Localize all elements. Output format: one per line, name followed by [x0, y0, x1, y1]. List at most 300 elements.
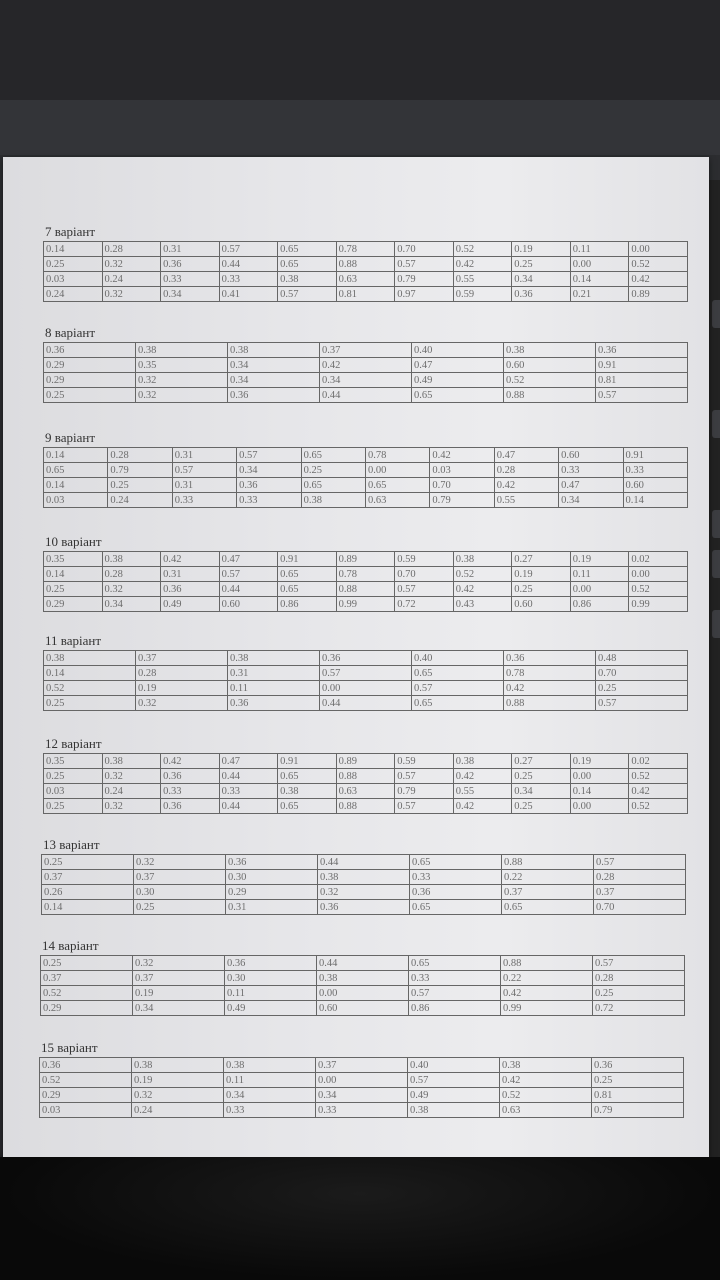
table-cell: 0.19: [132, 1073, 224, 1088]
table-cell: 0.27: [512, 552, 571, 567]
table-cell: 0.37: [41, 971, 133, 986]
table-cell: 0.37: [316, 1058, 408, 1073]
table-row: [44, 799, 688, 814]
table-row: [41, 971, 685, 986]
table-cell: 0.42: [161, 754, 220, 769]
table-cell: 0.38: [228, 651, 320, 666]
table-cell: 0.52: [40, 1073, 132, 1088]
table-cell: 0.37: [320, 343, 412, 358]
table-cell: 0.38: [278, 272, 337, 287]
table-cell: 0.57: [278, 287, 337, 302]
table-cell: 0.49: [412, 373, 504, 388]
variant-14: [40, 938, 685, 1016]
table-cell: 0.32: [133, 956, 225, 971]
table-cell: 0.57: [219, 242, 278, 257]
table-row: [40, 1058, 684, 1073]
table-cell: 0.29: [44, 358, 136, 373]
table-cell: 0.31: [172, 448, 236, 463]
table-cell: 0.00: [317, 986, 409, 1001]
table-cell: 0.57: [412, 681, 504, 696]
table-cell: 0.99: [629, 597, 688, 612]
table-cell: 0.24: [108, 493, 172, 508]
table-cell: 0.70: [596, 666, 688, 681]
table-cell: 0.29: [40, 1088, 132, 1103]
table-cell: 0.38: [102, 754, 161, 769]
table-cell: 0.42: [453, 799, 512, 814]
table-cell: 0.38: [132, 1058, 224, 1073]
table-cell: 0.25: [134, 900, 226, 915]
table-cell: 0.60: [317, 1001, 409, 1016]
table-cell: 0.57: [596, 696, 688, 711]
table-cell: 0.36: [596, 343, 688, 358]
table-row: [44, 343, 688, 358]
table-cell: 0.57: [594, 855, 686, 870]
table-cell: 0.63: [336, 784, 395, 799]
table-cell: 0.88: [336, 769, 395, 784]
table-cell: 0.25: [44, 582, 103, 597]
table-cell: 0.36: [161, 582, 220, 597]
table-cell: 0.25: [44, 388, 136, 403]
table-cell: 0.36: [320, 651, 412, 666]
table-cell: 0.99: [336, 597, 395, 612]
table-cell: 0.38: [453, 552, 512, 567]
table-row: [42, 885, 686, 900]
table-row: [44, 651, 688, 666]
table-cell: 0.29: [44, 373, 136, 388]
table-cell: 0.52: [41, 986, 133, 1001]
table-cell: 0.36: [410, 885, 502, 900]
table-cell: 0.32: [102, 799, 161, 814]
table-cell: 0.47: [219, 552, 278, 567]
table-cell: 0.78: [504, 666, 596, 681]
table-cell: 0.00: [316, 1073, 408, 1088]
table-cell: 0.65: [278, 242, 337, 257]
table-cell: 0.14: [44, 242, 103, 257]
table-cell: 0.25: [42, 855, 134, 870]
table-row: [44, 373, 688, 388]
table-cell: 0.28: [494, 463, 558, 478]
table-cell: 0.32: [102, 287, 161, 302]
table-cell: 0.44: [320, 388, 412, 403]
table-cell: 0.79: [395, 784, 454, 799]
table-cell: 0.41: [219, 287, 278, 302]
table-cell: 0.38: [102, 552, 161, 567]
table-cell: 0.14: [623, 493, 687, 508]
table-cell: 0.28: [108, 448, 172, 463]
table-cell: 0.35: [44, 754, 103, 769]
table-cell: 0.47: [494, 448, 558, 463]
table-cell: 0.19: [133, 986, 225, 1001]
table-cell: 0.65: [502, 900, 594, 915]
table-cell: 0.91: [623, 448, 687, 463]
table-row: [44, 448, 688, 463]
table-cell: 0.89: [336, 552, 395, 567]
variant-title: 7 варіант: [45, 224, 96, 239]
table-cell: 0.00: [365, 463, 429, 478]
table-cell: 0.36: [225, 956, 317, 971]
table-cell: 0.63: [365, 493, 429, 508]
table-cell: 0.34: [512, 784, 571, 799]
table-cell: 0.49: [161, 597, 220, 612]
table-cell: 0.36: [228, 696, 320, 711]
table-cell: 0.78: [365, 448, 429, 463]
table-cell: 0.47: [219, 754, 278, 769]
table-cell: 0.79: [592, 1103, 684, 1118]
table-cell: 0.00: [570, 799, 629, 814]
table-cell: 0.52: [504, 373, 596, 388]
table-cell: 0.36: [40, 1058, 132, 1073]
table-cell: 0.11: [228, 681, 320, 696]
table-cell: 0.34: [224, 1088, 316, 1103]
variant-12: [43, 736, 688, 814]
table-cell: 0.49: [225, 1001, 317, 1016]
table-cell: 0.22: [502, 870, 594, 885]
table-row: [44, 272, 688, 287]
table-cell: 0.38: [408, 1103, 500, 1118]
table-cell: 0.44: [219, 257, 278, 272]
variant-title: 9 варіант: [45, 430, 96, 445]
table-row: [40, 1088, 684, 1103]
table-cell: 0.52: [500, 1088, 592, 1103]
table-cell: 0.36: [161, 257, 220, 272]
table-row: [44, 754, 688, 769]
background-top: [0, 0, 720, 155]
table-cell: 0.34: [559, 493, 623, 508]
table-cell: 0.65: [410, 900, 502, 915]
table-cell: 0.60: [504, 358, 596, 373]
table-cell: 0.40: [408, 1058, 500, 1073]
table-cell: 0.00: [570, 582, 629, 597]
table-cell: 0.49: [408, 1088, 500, 1103]
table-cell: 0.57: [237, 448, 301, 463]
table-cell: 0.36: [504, 651, 596, 666]
table-cell: 0.38: [453, 754, 512, 769]
table-cell: 0.57: [409, 986, 501, 1001]
table-cell: 0.03: [430, 463, 494, 478]
table-cell: 0.65: [409, 956, 501, 971]
table-cell: 0.88: [336, 582, 395, 597]
table-row: [44, 597, 688, 612]
table-row: [44, 582, 688, 597]
table-cell: 0.38: [228, 343, 320, 358]
table-cell: 0.33: [161, 272, 220, 287]
table-cell: 0.00: [629, 567, 688, 582]
table-cell: 0.28: [102, 242, 161, 257]
table-row: [40, 1073, 684, 1088]
table-cell: 0.52: [453, 567, 512, 582]
variant-title: 10 варіант: [45, 534, 102, 549]
table-cell: 0.32: [136, 696, 228, 711]
table-row: [44, 242, 688, 257]
table-cell: 0.91: [278, 754, 337, 769]
table-cell: 0.29: [44, 597, 103, 612]
table-cell: 0.60: [623, 478, 687, 493]
table-cell: 0.14: [44, 567, 103, 582]
table-cell: 0.34: [228, 358, 320, 373]
table-cell: 0.42: [494, 478, 558, 493]
table-cell: 0.37: [134, 870, 226, 885]
table-cell: 0.65: [412, 696, 504, 711]
table-cell: 0.32: [136, 388, 228, 403]
table-cell: 0.65: [365, 478, 429, 493]
table-row: [44, 358, 688, 373]
table-cell: 0.86: [278, 597, 337, 612]
table-cell: 0.33: [410, 870, 502, 885]
table-cell: 0.30: [134, 885, 226, 900]
table-cell: 0.44: [219, 799, 278, 814]
table-cell: 0.42: [320, 358, 412, 373]
table-cell: 0.25: [596, 681, 688, 696]
table-cell: 0.91: [278, 552, 337, 567]
table-row: [42, 900, 686, 915]
table-cell: 0.79: [108, 463, 172, 478]
table-cell: 0.59: [395, 552, 454, 567]
edge-tab: [712, 550, 720, 578]
table-cell: 0.37: [136, 651, 228, 666]
table-cell: 0.88: [504, 696, 596, 711]
table-cell: 0.57: [395, 257, 454, 272]
table-cell: 0.70: [594, 900, 686, 915]
table-cell: 0.14: [42, 900, 134, 915]
table-cell: 0.42: [161, 552, 220, 567]
table-cell: 0.11: [224, 1073, 316, 1088]
table-cell: 0.34: [133, 1001, 225, 1016]
table-cell: 0.25: [512, 582, 571, 597]
variant-table: [43, 342, 688, 403]
table-cell: 0.14: [44, 448, 108, 463]
table-cell: 0.29: [41, 1001, 133, 1016]
table-cell: 0.47: [412, 358, 504, 373]
table-cell: 0.24: [102, 272, 161, 287]
variant-table: [43, 650, 688, 711]
table-cell: 0.28: [593, 971, 685, 986]
table-cell: 0.38: [317, 971, 409, 986]
table-row: [44, 696, 688, 711]
paper-sheet: [3, 157, 709, 1157]
table-cell: 0.11: [570, 242, 629, 257]
table-row: [44, 666, 688, 681]
table-cell: 0.72: [593, 1001, 685, 1016]
table-cell: 0.24: [102, 784, 161, 799]
table-cell: 0.40: [412, 343, 504, 358]
table-cell: 0.25: [44, 799, 103, 814]
table-cell: 0.52: [629, 799, 688, 814]
table-cell: 0.25: [44, 257, 103, 272]
table-cell: 0.31: [161, 242, 220, 257]
table-cell: 0.60: [559, 448, 623, 463]
table-cell: 0.88: [336, 257, 395, 272]
table-cell: 0.25: [44, 769, 103, 784]
table-cell: 0.19: [512, 242, 571, 257]
table-cell: 0.44: [318, 855, 410, 870]
table-row: [41, 1001, 685, 1016]
table-row: [44, 769, 688, 784]
table-cell: 0.65: [44, 463, 108, 478]
table-cell: 0.81: [336, 287, 395, 302]
table-cell: 0.36: [161, 769, 220, 784]
table-cell: 0.88: [504, 388, 596, 403]
table-cell: 0.55: [453, 272, 512, 287]
table-cell: 0.35: [136, 358, 228, 373]
table-row: [42, 870, 686, 885]
table-cell: 0.38: [504, 343, 596, 358]
variant-table: [39, 1057, 684, 1118]
table-cell: 0.14: [44, 666, 136, 681]
table-cell: 0.81: [596, 373, 688, 388]
table-cell: 0.89: [629, 287, 688, 302]
table-cell: 0.29: [226, 885, 318, 900]
table-cell: 0.19: [570, 754, 629, 769]
table-cell: 0.14: [570, 784, 629, 799]
table-cell: 0.42: [453, 582, 512, 597]
table-cell: 0.02: [629, 552, 688, 567]
table-cell: 0.37: [594, 885, 686, 900]
table-cell: 0.11: [570, 567, 629, 582]
table-cell: 0.89: [336, 754, 395, 769]
table-cell: 0.59: [453, 287, 512, 302]
table-cell: 0.99: [501, 1001, 593, 1016]
table-cell: 0.57: [593, 956, 685, 971]
table-cell: 0.36: [237, 478, 301, 493]
table-cell: 0.47: [559, 478, 623, 493]
table-cell: 0.02: [629, 754, 688, 769]
table-cell: 0.30: [225, 971, 317, 986]
table-row: [44, 681, 688, 696]
table-cell: 0.65: [278, 769, 337, 784]
table-cell: 0.00: [570, 257, 629, 272]
table-cell: 0.42: [629, 272, 688, 287]
table-cell: 0.33: [161, 784, 220, 799]
table-cell: 0.31: [161, 567, 220, 582]
table-cell: 0.79: [395, 272, 454, 287]
table-row: [44, 493, 688, 508]
table-cell: 0.36: [161, 799, 220, 814]
table-cell: 0.31: [228, 666, 320, 681]
table-row: [44, 388, 688, 403]
table-row: [41, 956, 685, 971]
table-cell: 0.65: [278, 567, 337, 582]
table-cell: 0.19: [570, 552, 629, 567]
table-cell: 0.88: [336, 799, 395, 814]
table-cell: 0.97: [395, 287, 454, 302]
table-cell: 0.65: [278, 799, 337, 814]
table-cell: 0.03: [44, 272, 103, 287]
edge-tab: [712, 300, 720, 328]
table-cell: 0.22: [501, 971, 593, 986]
table-cell: 0.42: [629, 784, 688, 799]
table-cell: 0.48: [596, 651, 688, 666]
variant-title: 13 варіант: [43, 837, 100, 852]
variant-11: [43, 633, 688, 711]
table-cell: 0.65: [301, 448, 365, 463]
table-row: [44, 287, 688, 302]
table-row: [44, 463, 688, 478]
table-cell: 0.03: [40, 1103, 132, 1118]
table-cell: 0.32: [132, 1088, 224, 1103]
table-cell: 0.57: [408, 1073, 500, 1088]
table-row: [40, 1103, 684, 1118]
table-cell: 0.33: [219, 784, 278, 799]
table-cell: 0.32: [102, 582, 161, 597]
table-cell: 0.30: [226, 870, 318, 885]
variant-7: [43, 224, 688, 302]
table-cell: 0.21: [570, 287, 629, 302]
table-cell: 0.33: [219, 272, 278, 287]
table-cell: 0.37: [42, 870, 134, 885]
table-cell: 0.70: [430, 478, 494, 493]
background-band: [0, 100, 720, 155]
table-cell: 0.44: [320, 696, 412, 711]
table-cell: 0.52: [629, 582, 688, 597]
table-cell: 0.38: [136, 343, 228, 358]
table-row: [44, 257, 688, 272]
table-cell: 0.25: [301, 463, 365, 478]
variant-title: 11 варіант: [45, 633, 102, 648]
table-cell: 0.60: [512, 597, 571, 612]
variant-13: [41, 837, 686, 915]
table-cell: 0.14: [44, 478, 108, 493]
table-cell: 0.60: [219, 597, 278, 612]
variant-title: 8 варіант: [45, 325, 96, 340]
table-row: [44, 784, 688, 799]
table-cell: 0.52: [44, 681, 136, 696]
table-cell: 0.36: [512, 287, 571, 302]
table-cell: 0.81: [592, 1088, 684, 1103]
table-cell: 0.52: [629, 257, 688, 272]
table-cell: 0.91: [596, 358, 688, 373]
table-cell: 0.35: [44, 552, 103, 567]
table-cell: 0.38: [500, 1058, 592, 1073]
table-cell: 0.32: [102, 769, 161, 784]
table-cell: 0.34: [316, 1088, 408, 1103]
table-cell: 0.25: [592, 1073, 684, 1088]
table-cell: 0.57: [596, 388, 688, 403]
table-cell: 0.31: [226, 900, 318, 915]
table-cell: 0.00: [629, 242, 688, 257]
variant-title: 14 варіант: [42, 938, 99, 953]
variant-15: [39, 1040, 684, 1118]
table-cell: 0.40: [412, 651, 504, 666]
table-cell: 0.65: [278, 582, 337, 597]
table-cell: 0.78: [336, 242, 395, 257]
edge-tab: [712, 510, 720, 538]
table-cell: 0.72: [395, 597, 454, 612]
variant-title: 12 варіант: [45, 736, 102, 751]
table-row: [44, 552, 688, 567]
table-cell: 0.36: [318, 900, 410, 915]
variant-9: [43, 430, 688, 508]
table-cell: 0.63: [336, 272, 395, 287]
table-row: [41, 986, 685, 1001]
table-row: [42, 855, 686, 870]
table-cell: 0.33: [172, 493, 236, 508]
table-cell: 0.65: [412, 666, 504, 681]
table-cell: 0.38: [318, 870, 410, 885]
table-cell: 0.79: [430, 493, 494, 508]
table-cell: 0.31: [172, 478, 236, 493]
table-cell: 0.11: [225, 986, 317, 1001]
table-cell: 0.59: [395, 754, 454, 769]
table-cell: 0.70: [395, 242, 454, 257]
table-cell: 0.34: [102, 597, 161, 612]
table-cell: 0.38: [44, 651, 136, 666]
table-cell: 0.25: [512, 799, 571, 814]
table-cell: 0.36: [44, 343, 136, 358]
edge-tab: [712, 610, 720, 638]
table-row: [44, 478, 688, 493]
variant-table: [43, 241, 688, 302]
table-cell: 0.33: [559, 463, 623, 478]
